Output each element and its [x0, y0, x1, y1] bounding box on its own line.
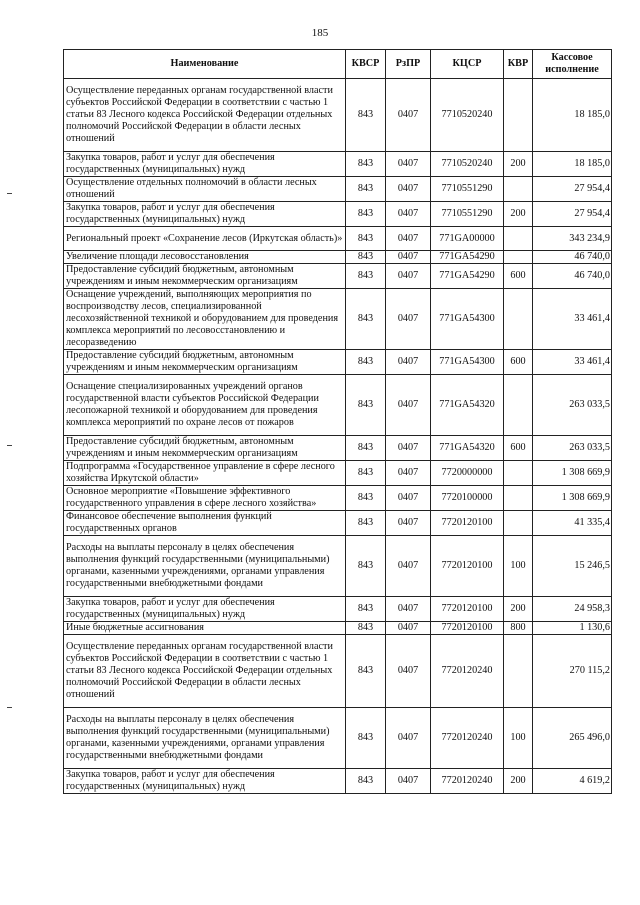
table-row — [64, 436, 612, 461]
row-sum: 41 335,4 — [533, 511, 612, 536]
row-kvr — [504, 251, 533, 264]
row-sum: 270 115,2 — [533, 635, 612, 708]
row-kvsr: 843 — [346, 227, 386, 251]
row-name: Закупка товаров, работ и услуг для обеспечения государственных (муниципальных) нужд — [64, 597, 346, 622]
table-row — [64, 635, 612, 708]
table-row — [64, 202, 612, 227]
row-rzpr: 0407 — [386, 177, 431, 202]
header-sum: Кассовое исполнение — [533, 50, 612, 79]
row-rzpr: 0407 — [386, 202, 431, 227]
row-sum: 15 246,5 — [533, 536, 612, 597]
header-kcsr: КЦСР — [431, 50, 504, 79]
row-name: Оснащение учреждений, выполняющих мероприятия по воспроизводству лесов, специализированной лесохозяйственной техникой и оборудованием для проведения комплекса мероприятий по лесовосстановлению и лесоразведению — [64, 289, 346, 350]
row-kvr — [504, 289, 533, 350]
row-rzpr: 0407 — [386, 461, 431, 486]
row-name: Осуществление переданных органам государственной власти субъектов Российской Федерации в соответствии с частью 1 статьи 83 Лесного кодекса Российской Федерации отдельных полномочий Российской Федерации в области лесных отношений — [64, 635, 346, 708]
row-kcsr: 771GA00000 — [431, 227, 504, 251]
header-rzpr: РзПР — [386, 50, 431, 79]
table-row — [64, 375, 612, 436]
row-kvr — [504, 375, 533, 436]
table-row — [64, 289, 612, 350]
row-kvsr: 843 — [346, 486, 386, 511]
row-name: Закупка товаров, работ и услуг для обеспечения государственных (муниципальных) нужд — [64, 202, 346, 227]
row-name: Иные бюджетные ассигнования — [64, 622, 346, 635]
row-kcsr: 7710520240 — [431, 152, 504, 177]
table-row — [64, 350, 612, 375]
row-name: Закупка товаров, работ и услуг для обеспечения государственных (муниципальных) нужд — [64, 152, 346, 177]
row-kcsr: 771GA54320 — [431, 436, 504, 461]
row-sum: 27 954,4 — [533, 202, 612, 227]
row-kvsr: 843 — [346, 264, 386, 289]
row-kcsr: 7720120100 — [431, 511, 504, 536]
table-row — [64, 511, 612, 536]
page-number: 185 — [311, 27, 329, 39]
row-kvr — [504, 79, 533, 152]
row-rzpr: 0407 — [386, 436, 431, 461]
row-kcsr: 7720120240 — [431, 635, 504, 708]
row-kvr — [504, 511, 533, 536]
row-kvr — [504, 486, 533, 511]
row-name: Финансовое обеспечение выполнения функций государственных органов — [64, 511, 346, 536]
row-rzpr: 0407 — [386, 635, 431, 708]
row-sum: 27 954,4 — [533, 177, 612, 202]
row-rzpr: 0407 — [386, 511, 431, 536]
row-name: Осуществление переданных органам государственной власти субъектов Российской Федерации в соответствии с частью 1 статьи 83 Лесного кодекса Российской Федерации отдельных полномочий Российской Федерации в области лесных отношений — [64, 79, 346, 152]
row-sum: 4 619,2 — [533, 769, 612, 794]
row-kcsr: 7710551290 — [431, 177, 504, 202]
row-kvsr: 843 — [346, 152, 386, 177]
row-rzpr: 0407 — [386, 264, 431, 289]
budget-execution-table — [63, 49, 612, 794]
header-name: Наименование — [64, 50, 346, 79]
row-kcsr: 771GA54290 — [431, 264, 504, 289]
table-row — [64, 597, 612, 622]
row-sum: 265 496,0 — [533, 708, 612, 769]
row-name: Оснащение специализированных учреждений органов государственной власти субъектов Российской Федерации лесопожарной техникой и оборудованием для проведения комплекса мероприятий по охране лесов от пожаров — [64, 375, 346, 436]
row-kvsr: 843 — [346, 202, 386, 227]
row-sum: 1 308 669,9 — [533, 486, 612, 511]
row-kvsr: 843 — [346, 708, 386, 769]
row-kvr: 200 — [504, 597, 533, 622]
row-kcsr: 7720120100 — [431, 536, 504, 597]
table-row — [64, 622, 612, 635]
row-kcsr: 7720000000 — [431, 461, 504, 486]
row-kcsr: 7710520240 — [431, 79, 504, 152]
table-body — [64, 79, 612, 794]
table-row — [64, 79, 612, 152]
row-kcsr: 771GA54320 — [431, 375, 504, 436]
row-name: Региональный проект «Сохранение лесов (Иркутская область)» — [64, 227, 346, 251]
row-kcsr: 771GA54290 — [431, 251, 504, 264]
row-rzpr: 0407 — [386, 227, 431, 251]
row-rzpr: 0407 — [386, 289, 431, 350]
row-kcsr: 7720100000 — [431, 486, 504, 511]
row-sum: 24 958,3 — [533, 597, 612, 622]
row-sum: 46 740,0 — [533, 264, 612, 289]
margin-mark — [7, 193, 12, 194]
row-sum: 1 308 669,9 — [533, 461, 612, 486]
row-name: Предоставление субсидий бюджетным, автономным учреждениям и иным некоммерческим организациям — [64, 264, 346, 289]
row-kcsr: 7720120100 — [431, 622, 504, 635]
row-sum: 263 033,5 — [533, 375, 612, 436]
row-sum: 263 033,5 — [533, 436, 612, 461]
row-kvr — [504, 227, 533, 251]
row-sum: 46 740,0 — [533, 251, 612, 264]
row-rzpr: 0407 — [386, 486, 431, 511]
row-kcsr: 7720120100 — [431, 597, 504, 622]
row-kvsr: 843 — [346, 350, 386, 375]
row-name: Закупка товаров, работ и услуг для обеспечения государственных (муниципальных) нужд — [64, 769, 346, 794]
row-kvsr: 843 — [346, 536, 386, 597]
row-kvsr: 843 — [346, 436, 386, 461]
row-rzpr: 0407 — [386, 708, 431, 769]
table-row — [64, 486, 612, 511]
header-kvsr: КВСР — [346, 50, 386, 79]
row-name: Расходы на выплаты персоналу в целях обеспечения выполнения функций государственными (муниципальными) органами, казенными учреждениями, органами управления государственными внебюджетными фондами — [64, 536, 346, 597]
row-sum: 33 461,4 — [533, 350, 612, 375]
row-kvr: 200 — [504, 152, 533, 177]
row-name: Увеличение площади лесовосстановления — [64, 251, 346, 264]
row-kvsr: 843 — [346, 635, 386, 708]
row-rzpr: 0407 — [386, 536, 431, 597]
row-kvsr: 843 — [346, 769, 386, 794]
row-sum: 18 185,0 — [533, 152, 612, 177]
row-name: Основное мероприятие «Повышение эффективного государственного управления в сфере лесного хозяйства» — [64, 486, 346, 511]
table-row — [64, 177, 612, 202]
row-kcsr: 7720120240 — [431, 769, 504, 794]
row-rzpr: 0407 — [386, 350, 431, 375]
row-sum: 1 130,6 — [533, 622, 612, 635]
table-row — [64, 152, 612, 177]
table-row — [64, 536, 612, 597]
row-kvsr: 843 — [346, 511, 386, 536]
table-row — [64, 769, 612, 794]
row-kcsr: 771GA54300 — [431, 350, 504, 375]
row-kvr — [504, 177, 533, 202]
row-kvsr: 843 — [346, 461, 386, 486]
row-kvr: 100 — [504, 708, 533, 769]
table-row — [64, 264, 612, 289]
table-row — [64, 251, 612, 264]
row-rzpr: 0407 — [386, 375, 431, 436]
row-kcsr: 7720120240 — [431, 708, 504, 769]
row-kvr: 600 — [504, 436, 533, 461]
row-kvr: 800 — [504, 622, 533, 635]
row-kvr — [504, 635, 533, 708]
row-name: Предоставление субсидий бюджетным, автономным учреждениям и иным некоммерческим организациям — [64, 350, 346, 375]
row-rzpr: 0407 — [386, 152, 431, 177]
row-name: Расходы на выплаты персоналу в целях обеспечения выполнения функций государственными (муниципальными) органами, казенными учреждениями, органами управления государственными внебюджетными фондами — [64, 708, 346, 769]
row-kvr: 100 — [504, 536, 533, 597]
margin-mark — [7, 445, 12, 446]
row-name: Осуществление отдельных полномочий в области лесных отношений — [64, 177, 346, 202]
row-name: Предоставление субсидий бюджетным, автономным учреждениям и иным некоммерческим организациям — [64, 436, 346, 461]
row-rzpr: 0407 — [386, 251, 431, 264]
header-kvr: КВР — [504, 50, 533, 79]
row-kvsr: 843 — [346, 79, 386, 152]
table-header-row — [64, 50, 612, 79]
row-kvr: 600 — [504, 264, 533, 289]
row-sum: 18 185,0 — [533, 79, 612, 152]
row-rzpr: 0407 — [386, 622, 431, 635]
row-kvsr: 843 — [346, 597, 386, 622]
row-name: Подпрограмма «Государственное управление в сфере лесного хозяйства Иркутской области» — [64, 461, 346, 486]
row-rzpr: 0407 — [386, 79, 431, 152]
row-sum: 343 234,9 — [533, 227, 612, 251]
row-kvsr: 843 — [346, 177, 386, 202]
row-rzpr: 0407 — [386, 597, 431, 622]
row-kvsr: 843 — [346, 375, 386, 436]
table-row — [64, 227, 612, 251]
table-row — [64, 708, 612, 769]
row-kvr: 200 — [504, 202, 533, 227]
row-kvsr: 843 — [346, 289, 386, 350]
row-kvr: 600 — [504, 350, 533, 375]
row-kvsr: 843 — [346, 251, 386, 264]
row-kvr: 200 — [504, 769, 533, 794]
row-rzpr: 0407 — [386, 769, 431, 794]
row-kcsr: 771GA54300 — [431, 289, 504, 350]
row-kvr — [504, 461, 533, 486]
margin-mark — [7, 707, 12, 708]
table-row — [64, 461, 612, 486]
row-sum: 33 461,4 — [533, 289, 612, 350]
row-kcsr: 7710551290 — [431, 202, 504, 227]
row-kvsr: 843 — [346, 622, 386, 635]
